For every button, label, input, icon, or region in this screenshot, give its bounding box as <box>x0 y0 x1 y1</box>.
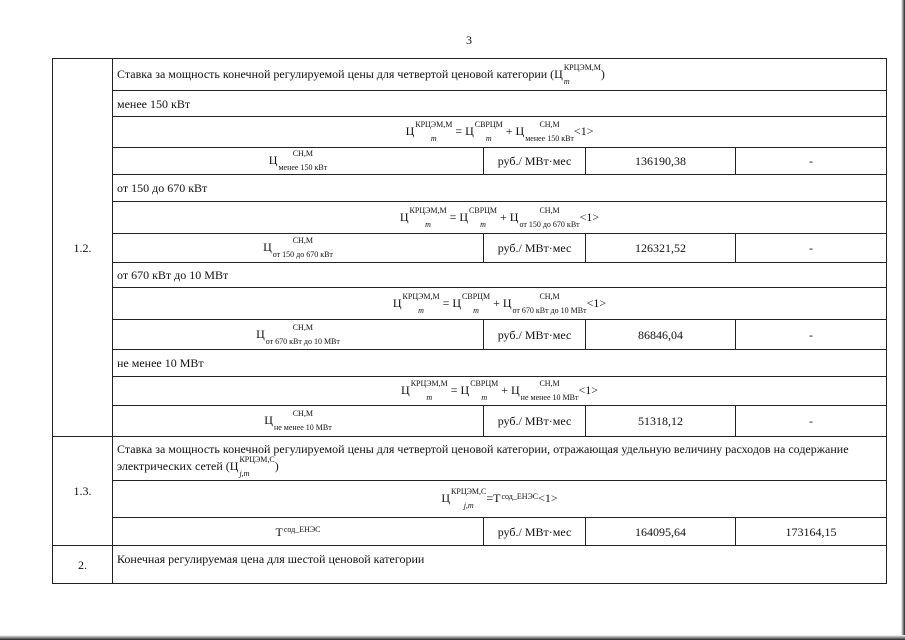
formula <box>113 202 887 234</box>
group-label-row <box>53 350 887 377</box>
value-row <box>53 320 887 350</box>
group-label-row <box>53 175 887 202</box>
formula-sup: СН,М <box>539 120 560 129</box>
formula-symbol: Ц <box>399 209 409 224</box>
title-text: Ставка за мощность конечной регулируемой цены для четвертой ценовой категории, отражающая удельную величину расходов на содержание электрических сетей (Ц <box>117 441 849 473</box>
formula-symbol: Ц <box>392 295 402 310</box>
title-sub: m <box>563 76 570 86</box>
symbol: Ц <box>263 239 272 254</box>
row-2-title: Конечная регулируемая цена для шестой ценовой категории <box>113 546 887 584</box>
symbol-sub: не менее 10 МВт <box>273 423 332 432</box>
value-cell: 86846,04 <box>586 320 736 350</box>
formula-sub: от 150 до 670 кВт <box>519 219 580 229</box>
formula-footnote: <1> <box>579 209 600 224</box>
unit-cell: руб./ МВт·мес <box>484 148 586 175</box>
formula-symbol: Ц <box>441 490 451 505</box>
value2-cell: 173164,15 <box>736 518 887 546</box>
value-cell: 164095,64 <box>586 518 736 546</box>
symbol-cell <box>113 518 484 546</box>
formula-sub: от 670 кВт до 10 МВт <box>512 305 587 315</box>
group-label: не менее 10 МВт <box>113 350 887 377</box>
formula-eq: = Ц <box>452 123 474 138</box>
formula-sub: m <box>481 393 488 402</box>
formula-sup: СВРЦМ <box>462 291 491 301</box>
value-row <box>53 406 887 437</box>
formula-plus: + Ц <box>490 295 512 310</box>
formula-sub: m <box>473 305 479 315</box>
formula-eq: = Ц <box>447 382 470 397</box>
title-end: ) <box>274 458 279 473</box>
page-number: 3 <box>466 33 472 47</box>
formula-sub: m <box>430 134 437 143</box>
formula-sup: СН,М <box>539 291 560 301</box>
symbol-sup: СН,М <box>292 409 313 418</box>
title-end: ) <box>600 66 605 81</box>
group-label: менее 150 кВт <box>113 91 887 117</box>
formula-row <box>53 202 887 234</box>
formula-sup: сод_ЕНЭС <box>501 491 539 501</box>
formula-sub: m <box>426 393 433 402</box>
value2-cell: - <box>736 406 887 437</box>
formula-plus: + Ц <box>502 123 525 138</box>
formula-row <box>53 288 887 320</box>
symbol-sup: СН,М <box>292 149 313 158</box>
formula-sub: j,m <box>463 501 474 510</box>
symbol-cell <box>113 320 484 350</box>
formula-footnote: <1> <box>586 295 607 310</box>
formula-row <box>53 377 887 406</box>
group-label-row <box>53 263 887 288</box>
formula-sup: СВРЦМ <box>474 120 503 129</box>
formula <box>113 288 887 320</box>
tariff-table <box>52 58 887 584</box>
unit-cell: руб./ МВт·мес <box>484 406 586 437</box>
symbol: Т <box>275 524 283 539</box>
formula-eq: =Т <box>486 490 501 505</box>
formula <box>113 377 887 406</box>
row-1-2-header <box>53 59 887 91</box>
scan-edge-right <box>901 0 905 640</box>
symbol-sup: СН,М <box>292 322 313 332</box>
row-number-1-2: 1.2. <box>53 59 113 437</box>
row-number-2: 2. <box>53 546 113 584</box>
formula-sub: m <box>418 305 424 315</box>
symbol-cell <box>113 406 484 437</box>
row-number-1-3: 1.3. <box>53 437 113 546</box>
row-2 <box>53 546 887 584</box>
symbol-sub: от 670 кВт до 10 МВт <box>265 336 340 346</box>
title-text: Ставка за мощность конечной регулируемой цены для четвертой ценовой категории (Ц <box>117 66 563 81</box>
value-cell: 126321,52 <box>586 234 736 263</box>
unit-cell: руб./ МВт·мес <box>484 320 586 350</box>
value-row <box>53 234 887 263</box>
formula-sub: m <box>485 134 492 143</box>
formula-sup: КРЦЭМ,М <box>402 291 440 301</box>
formula-eq: = Ц <box>446 209 469 224</box>
formula-sup: СН,М <box>539 379 560 388</box>
symbol-sub: менее 150 кВт <box>278 163 328 172</box>
value-cell: 136190,38 <box>586 148 736 175</box>
value-cell: 51318,12 <box>586 406 736 437</box>
formula-footnote: <1> <box>578 382 598 397</box>
formula-sup: КРЦЭМ,М <box>409 205 447 215</box>
formula <box>113 117 887 148</box>
row-1-3-title <box>113 437 887 481</box>
symbol-cell <box>113 234 484 263</box>
row-1-2-title <box>113 59 887 91</box>
title-sub: j,m <box>239 469 250 479</box>
formula-symbol: Ц <box>405 123 415 138</box>
value2-cell: - <box>736 320 887 350</box>
formula-plus: + Ц <box>498 382 520 397</box>
formula-symbol: Ц <box>401 382 410 397</box>
formula-sub: m <box>480 219 486 229</box>
formula-sup: СВРЦМ <box>470 379 499 388</box>
formula-footnote: <1> <box>573 123 594 138</box>
value2-cell: - <box>736 234 887 263</box>
formula-sub: менее 150 кВт <box>525 134 574 143</box>
value-row <box>53 518 887 546</box>
symbol: Ц <box>256 326 265 341</box>
symbol: Ц <box>268 152 278 167</box>
title-sup: КРЦЭМ,С <box>239 455 275 465</box>
formula-sup: СН,М <box>539 205 560 215</box>
unit-cell: руб./ МВт·мес <box>484 234 586 263</box>
scan-edge-bottom <box>0 635 905 640</box>
formula-eq: = Ц <box>439 295 462 310</box>
formula-row <box>53 481 887 518</box>
formula-sup: КРЦЭМ,М <box>415 120 453 129</box>
row-1-3-header <box>53 437 887 481</box>
group-label-row <box>53 91 887 117</box>
symbol-sup: сод_ЕНЭС <box>283 525 321 535</box>
title-sup: КРЦЭМ,М <box>563 62 601 72</box>
symbol-cell <box>113 148 484 175</box>
unit-cell: руб./ МВт·мес <box>484 518 586 546</box>
formula-sup: СВРЦМ <box>469 205 498 215</box>
formula-footnote: <1> <box>538 490 558 505</box>
value2-cell: - <box>736 148 887 175</box>
formula-sup: КРЦЭМ,С <box>451 487 487 496</box>
formula-row <box>53 117 887 148</box>
formula <box>113 481 887 518</box>
symbol-sup: СН,М <box>292 236 313 245</box>
formula-sub: m <box>425 219 431 229</box>
group-label: от 670 кВт до 10 МВт <box>113 263 887 288</box>
group-label: от 150 до 670 кВт <box>113 175 887 202</box>
value-row <box>53 148 887 175</box>
formula-plus: + Ц <box>497 209 519 224</box>
symbol: Ц <box>264 412 273 427</box>
formula-sup: КРЦЭМ,М <box>410 379 448 388</box>
formula-sub: не менее 10 МВт <box>520 393 579 402</box>
symbol-sub: от 150 до 670 кВт <box>272 250 333 259</box>
